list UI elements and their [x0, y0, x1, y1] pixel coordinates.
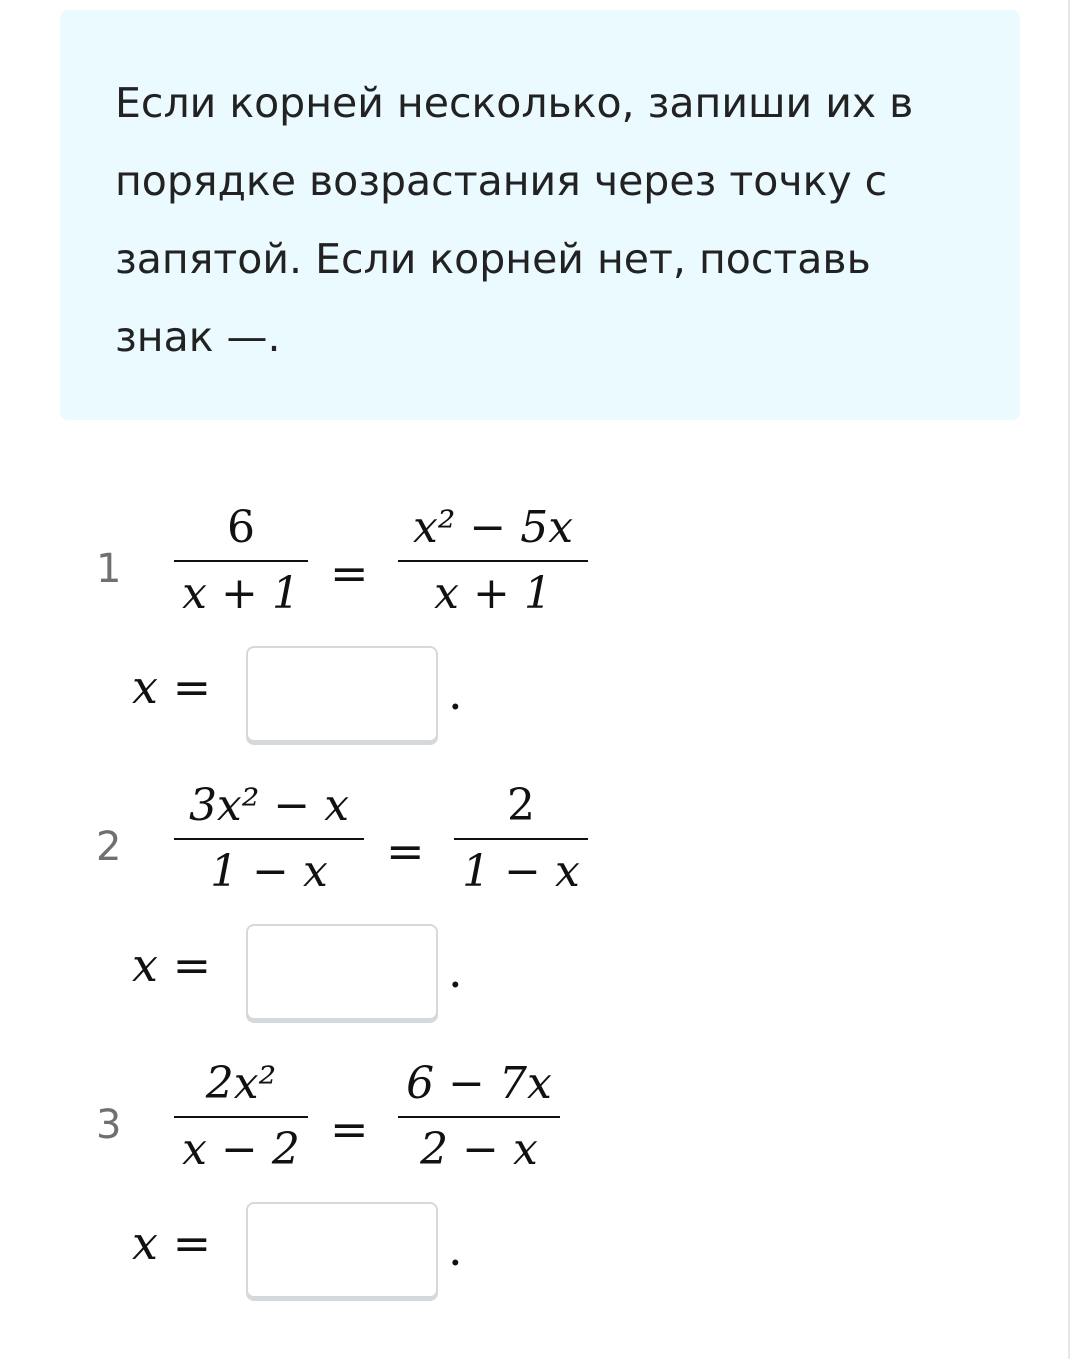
right-fraction	[398, 1056, 560, 1178]
left-numerator: 6	[227, 502, 255, 553]
fraction-bar	[398, 1116, 560, 1118]
fraction-bar	[454, 838, 588, 840]
left-fraction	[174, 1056, 308, 1178]
right-numerator: 2	[507, 780, 535, 831]
answer-label: x =	[132, 1216, 212, 1270]
left-denominator: 1 − x	[210, 846, 328, 897]
answer-input-2[interactable]	[246, 924, 438, 1020]
page-divider	[1068, 0, 1070, 1359]
left-denominator: x + 1	[182, 568, 300, 619]
task-2	[0, 768, 1000, 1028]
instruction-card	[60, 10, 1020, 420]
answer-label: x =	[132, 660, 212, 714]
task-number: 2	[96, 824, 122, 870]
answer-input-3[interactable]	[246, 1202, 438, 1298]
equals-sign: =	[330, 546, 369, 600]
right-denominator: 1 − x	[462, 846, 580, 897]
right-numerator: 6 − 7x	[406, 1058, 552, 1109]
right-numerator: x² − 5x	[412, 502, 574, 553]
task-number: 3	[96, 1102, 122, 1148]
right-denominator: 2 − x	[420, 1124, 538, 1175]
right-fraction	[454, 778, 588, 900]
task-number: 1	[96, 546, 122, 592]
fraction-bar	[174, 1116, 308, 1118]
answer-input-1[interactable]	[246, 646, 438, 742]
answer-period: .	[448, 1222, 463, 1276]
fraction-bar	[174, 838, 364, 840]
left-denominator: x − 2	[182, 1124, 300, 1175]
equals-sign: =	[330, 1102, 369, 1156]
answer-label: x =	[132, 938, 212, 992]
left-fraction	[174, 500, 308, 622]
task-1	[0, 490, 1000, 750]
fraction-bar	[398, 560, 588, 562]
instruction-text: Если корней несколько, запиши их в порядке возрастания через точку с запятой. Если корней нет, поставь знак —.	[115, 79, 914, 361]
right-fraction	[398, 500, 588, 622]
answer-period: .	[448, 666, 463, 720]
left-numerator: 2x²	[205, 1058, 277, 1109]
fraction-bar	[174, 560, 308, 562]
answer-period: .	[448, 944, 463, 998]
equals-sign: =	[386, 824, 425, 878]
right-denominator: x + 1	[434, 568, 552, 619]
left-numerator: 3x² − x	[188, 780, 350, 831]
left-fraction	[174, 778, 364, 900]
task-3	[0, 1046, 1000, 1306]
